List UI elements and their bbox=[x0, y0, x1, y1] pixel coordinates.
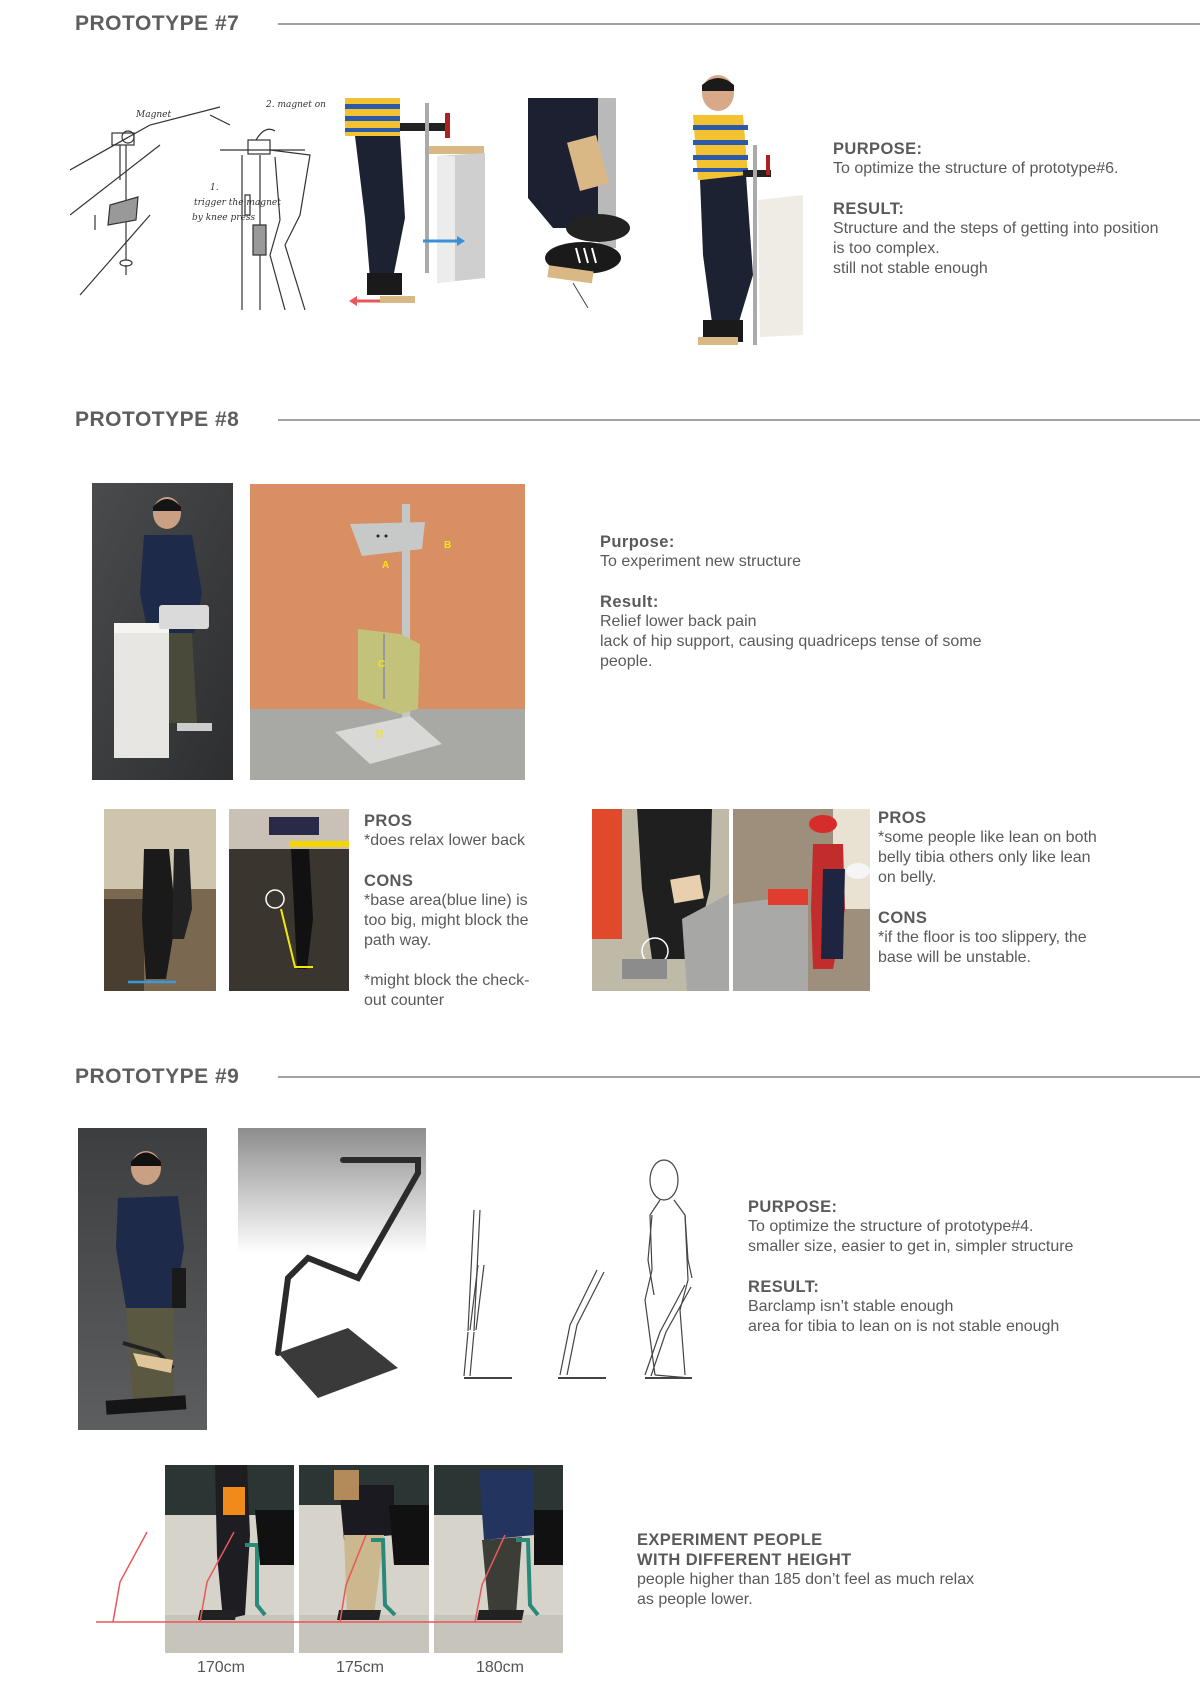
prototype-7-closeup-photo bbox=[528, 98, 643, 308]
pros-heading: PROS bbox=[364, 812, 413, 830]
part-label-a: A bbox=[382, 560, 390, 571]
part-label-d: D bbox=[376, 729, 384, 740]
field-test-photo-cafe-2 bbox=[229, 809, 349, 991]
pros-text: *some people like lean on both bbox=[878, 829, 1097, 846]
purpose-heading: Purpose: bbox=[600, 533, 675, 551]
height-label-170: 170cm bbox=[196, 1659, 246, 1676]
sketch-annotation: trigger the magnet bbox=[194, 198, 281, 208]
experiment-heading: EXPERIMENT PEOPLE bbox=[637, 1531, 823, 1549]
result-heading: Result: bbox=[600, 593, 659, 611]
prototype-9-description bbox=[748, 1197, 1128, 1337]
result-text: Structure and the steps of getting into position bbox=[833, 220, 1159, 237]
field-test-left-notes bbox=[364, 811, 594, 1011]
purpose-heading: PURPOSE: bbox=[748, 1198, 838, 1216]
part-label-c: C bbox=[378, 659, 386, 670]
prototype-8-product-photo bbox=[250, 484, 525, 780]
purpose-text: smaller size, easier to get in, simpler structure bbox=[748, 1238, 1074, 1255]
pros-text: *does relax lower back bbox=[364, 832, 525, 849]
prototype-7-side-photo bbox=[345, 98, 500, 313]
section-divider bbox=[278, 419, 1200, 421]
experiment-text: as people lower. bbox=[637, 1591, 753, 1608]
section-divider bbox=[278, 23, 1200, 25]
result-heading: RESULT: bbox=[748, 1278, 820, 1296]
purpose-heading: PURPOSE: bbox=[833, 140, 923, 158]
cons-text: out counter bbox=[364, 992, 445, 1009]
prototype-9-studio-photo bbox=[78, 1128, 207, 1430]
prototype-7-description bbox=[833, 139, 1193, 279]
section-title-prototype-8: PROTOTYPE #8 bbox=[75, 408, 240, 431]
pros-heading: PROS bbox=[878, 809, 927, 827]
cons-text: base will be unstable. bbox=[878, 949, 1031, 966]
purpose-text: To experiment new structure bbox=[600, 553, 801, 570]
field-test-photo-cafe-1 bbox=[104, 809, 216, 991]
height-label-175: 175cm bbox=[335, 1659, 385, 1676]
prototype-7-full-photo bbox=[688, 75, 808, 365]
result-text: people. bbox=[600, 653, 653, 670]
sketch-annotation: 2. magnet on bbox=[266, 100, 326, 110]
prototype-8-description bbox=[600, 532, 1040, 672]
prototype-9-render bbox=[238, 1128, 426, 1408]
prototype-8-studio-photo bbox=[92, 483, 233, 780]
sketch-annotation: 1. bbox=[210, 183, 219, 193]
field-test-photo-kitchen-2 bbox=[733, 809, 870, 991]
cons-heading: CONS bbox=[878, 909, 928, 927]
height-guide-overlay bbox=[90, 1460, 570, 1660]
field-test-photo-kitchen-1 bbox=[592, 809, 729, 991]
purpose-text: To optimize the structure of prototype#6. bbox=[833, 160, 1119, 177]
result-text: Barclamp isn’t stable enough bbox=[748, 1298, 954, 1315]
cons-text: *base area(blue line) is bbox=[364, 892, 528, 909]
result-text: still not stable enough bbox=[833, 260, 988, 277]
cons-text: path way. bbox=[364, 932, 432, 949]
result-heading: RESULT: bbox=[833, 200, 905, 218]
experiment-text: people higher than 185 don’t feel as much relax bbox=[637, 1571, 975, 1588]
cons-heading: CONS bbox=[364, 872, 414, 890]
part-label-b: B bbox=[444, 540, 452, 551]
section-title-prototype-9: PROTOTYPE #9 bbox=[75, 1065, 240, 1088]
height-experiment-description bbox=[637, 1530, 1017, 1610]
experiment-heading: WITH DIFFERENT HEIGHT bbox=[637, 1551, 852, 1569]
cons-text: *might block the check- bbox=[364, 972, 530, 989]
pros-text: on belly. bbox=[878, 869, 937, 886]
result-text: area for tibia to lean on is not stable enough bbox=[748, 1318, 1060, 1335]
sketch-annotation: Magnet bbox=[136, 110, 172, 120]
result-text: is too complex. bbox=[833, 240, 940, 257]
field-test-right-notes bbox=[878, 808, 1148, 968]
section-title-prototype-7: PROTOTYPE #7 bbox=[75, 12, 240, 35]
result-text: lack of hip support, causing quadriceps tense of some bbox=[600, 633, 982, 650]
prototype-9-posture-diagram bbox=[440, 1120, 710, 1390]
purpose-text: To optimize the structure of prototype#4. bbox=[748, 1218, 1034, 1235]
cons-text: *if the floor is too slippery, the bbox=[878, 929, 1087, 946]
section-divider bbox=[278, 1076, 1200, 1078]
sketch-annotation: by knee press bbox=[192, 213, 256, 223]
sketch-drawing bbox=[70, 95, 330, 310]
height-label-180: 180cm bbox=[475, 1659, 525, 1676]
result-text: Relief lower back pain bbox=[600, 613, 757, 630]
pros-text: belly tibia others only like lean bbox=[878, 849, 1091, 866]
cons-text: too big, might block the bbox=[364, 912, 529, 929]
